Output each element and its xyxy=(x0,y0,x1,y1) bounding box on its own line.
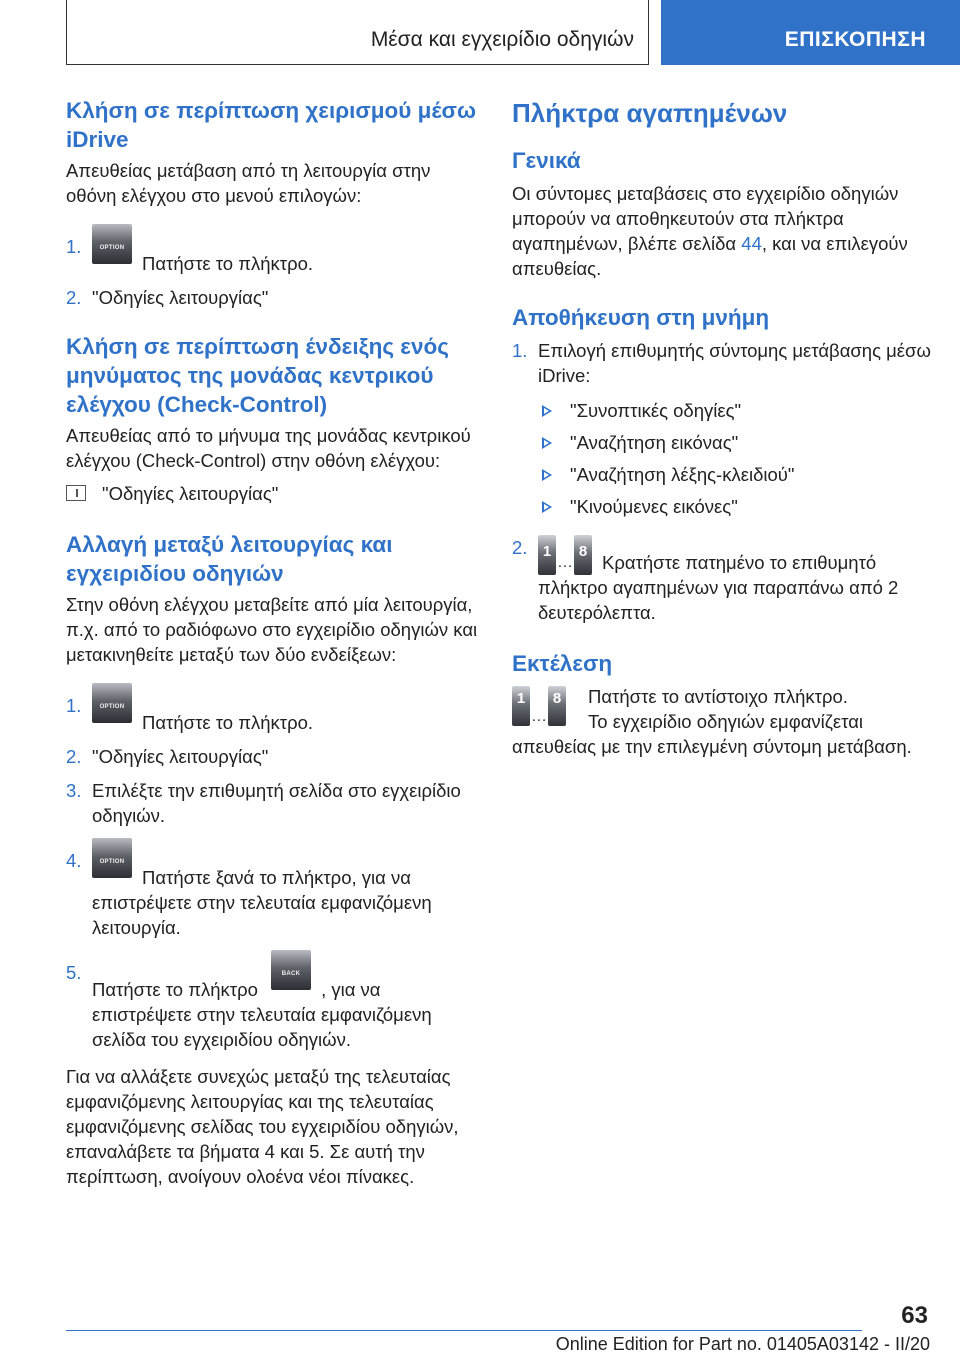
step-text: "Οδηγίες λειτουργίας" xyxy=(92,746,269,767)
store-option-2: "Αναζήτηση εικόνας" xyxy=(512,430,932,455)
check-control-note xyxy=(66,481,482,506)
option-button-icon: OPTION xyxy=(92,683,132,723)
step-text: Επιλέξτε την επιθυμητή σελίδα στο εγχειρίδιο οδηγιών. xyxy=(92,780,461,826)
step-text: "Οδηγίες λειτουργίας" xyxy=(92,287,269,308)
store-option-1: "Συνοπτικές οδηγίες" xyxy=(512,398,932,423)
favorite-buttons-icon: 1 … 8 xyxy=(512,686,566,726)
store-option-4: "Κινούμενες εικόνες" xyxy=(512,494,932,519)
step-text: Επιλογή επιθυμητής σύντομης μετάβασης μέσω iDrive: xyxy=(538,340,931,386)
header-chapter-title: ΕΠΙΣΚΟΠΗΣΗ xyxy=(784,28,926,51)
heading-check-control-call: Κλήση σε περίπτωση ένδειξης ενός μηνύματος της μονάδας κεντρικού ελέγχου (Check-Control) xyxy=(66,334,449,417)
step-text-before: Πατήστε το πλήκτρο xyxy=(92,979,258,1000)
execute-line-1: Πατήστε το αντίστοιχο πλήκτρο. xyxy=(588,686,848,707)
step-text: Κρατήστε πατημένο το επιθυμητό πλήκτρο αγαπημένων για παραπάνω από 2 δευτερόλεπτα. xyxy=(538,552,899,623)
left-column xyxy=(66,96,482,1189)
step-text: Πατήστε το πλήκτρο. xyxy=(142,712,314,733)
store-step-2: 2. 1 … 8 Κρατήστε πατημένο το επιθυμητό πλήκτρο αγαπημένων για παραπάνω από 2 δευτερόλεπτα. xyxy=(512,537,899,623)
idrive-intro: Απευθείας μετάβαση από τη λειτουργία στην οθόνη ελέγχου στο μενού επιλογών: xyxy=(66,160,431,206)
option-button-icon: OPTION xyxy=(92,838,132,878)
page-number: 63 xyxy=(901,1302,928,1329)
step-number: 4. xyxy=(66,850,82,871)
step-text-after: , για να επιστρέψετε στην τελευταία εμφανιζόμενη σελίδα του εγχειριδίου οδηγιών. xyxy=(92,979,432,1050)
page-link[interactable]: 44 xyxy=(741,233,762,254)
favorite-button-1-icon: 1 xyxy=(538,535,556,575)
header-section-title: Μέσα και εγχειρίδιο οδηγιών xyxy=(370,28,634,51)
step-text: Πατήστε το πλήκτρο. xyxy=(142,253,314,274)
step-number: 5. xyxy=(66,962,82,983)
step-number: 1. xyxy=(512,340,528,361)
option-button-icon: OPTION xyxy=(92,224,132,264)
back-button-icon: BACK xyxy=(271,950,311,990)
triangle-bullet-icon xyxy=(542,469,552,481)
footer-edition: Online Edition for Part no. 01405A03142 - II/20 xyxy=(555,1334,930,1354)
heading-idrive-call: Κλήση σε περίπτωση χειρισμού μέσω iDrive xyxy=(66,98,476,152)
note-text: "Οδηγίες λειτουργίας" xyxy=(102,483,279,504)
switch-step-2 xyxy=(66,744,482,769)
triangle-bullet-icon xyxy=(542,405,552,417)
step-number: 2. xyxy=(66,287,82,308)
heading-execute: Εκτέλεση xyxy=(512,651,613,676)
switch-step-1 xyxy=(66,693,482,735)
store-step-1 xyxy=(512,338,932,388)
switch-step-5 xyxy=(66,960,482,1052)
footer-divider xyxy=(66,1330,862,1331)
general-text: Οι σύντομες μεταβάσεις στο εγχειρίδιο οδηγιών μπορούν να αποθηκευτούν στα πλήκτρα αγαπημένων, βλέπε σελίδα 44, και να επιλεγούν απευθείας. xyxy=(512,183,908,279)
right-column xyxy=(512,96,932,759)
triangle-bullet-icon xyxy=(542,437,552,449)
step-number: 1. xyxy=(66,695,82,716)
header-section-box xyxy=(66,0,649,65)
store-option-3: "Αναζήτηση λέξης-κλειδιού" xyxy=(512,462,932,487)
favorite-button-8-icon: 8 xyxy=(574,535,592,575)
switch-intro: Στην οθόνη ελέγχου μεταβείτε από μία λειτουργία, π.χ. από το ραδιόφωνο στο εγχειρίδιο οδηγιών και μετακινηθείτε μεταξύ των δύο ενδείξεων: xyxy=(66,594,478,665)
heading-store: Αποθήκευση στη μνήμη xyxy=(512,305,770,330)
switch-outro: Για να αλλάξετε συνεχώς μεταξύ της τελευταίας εμφανιζόμενης λειτουργίας και της τελευταίας εμφανιζόμενης σελίδας του εγχειριδίου οδηγιών, επαναλάβετε τα βήματα 4 και 5. Σε αυτή την περίπτωση, ανοίγουν ολοένα νέοι πίνακες. xyxy=(66,1066,459,1187)
heading-switch-function: Αλλαγή μεταξύ λειτουργίας και εγχειριδίου οδηγιών xyxy=(66,532,393,586)
idrive-step-2 xyxy=(66,285,482,310)
execute-line-2: Το εγχειρίδιο οδηγιών εμφανίζεται απευθείας με την επιλεγμένη σύντομη μετάβαση. xyxy=(512,711,912,757)
switch-step-3 xyxy=(66,778,482,828)
execute-block xyxy=(512,684,932,759)
heading-favorites: Πλήκτρα αγαπημένων xyxy=(512,98,788,128)
idrive-step-1 xyxy=(66,234,482,276)
heading-general: Γενικά xyxy=(512,148,581,173)
triangle-bullet-icon xyxy=(542,501,552,513)
manual-info-icon xyxy=(66,485,86,501)
header-chapter-tab[interactable] xyxy=(661,0,960,65)
step-number: 1. xyxy=(66,236,82,257)
step-text: Πατήστε ξανά το πλήκτρο, για να επιστρέψετε στην τελευταία εμφανιζόμενη λειτουργία. xyxy=(92,867,432,938)
check-control-intro: Απευθείας από το μήνυμα της μονάδας κεντρικού ελέγχου (Check-Control) στην οθόνη ελέγχου: xyxy=(66,425,471,471)
step-number: 3. xyxy=(66,780,82,801)
switch-step-4 xyxy=(66,848,482,940)
step-number: 2. xyxy=(66,746,82,767)
step-number: 2. xyxy=(512,537,528,558)
